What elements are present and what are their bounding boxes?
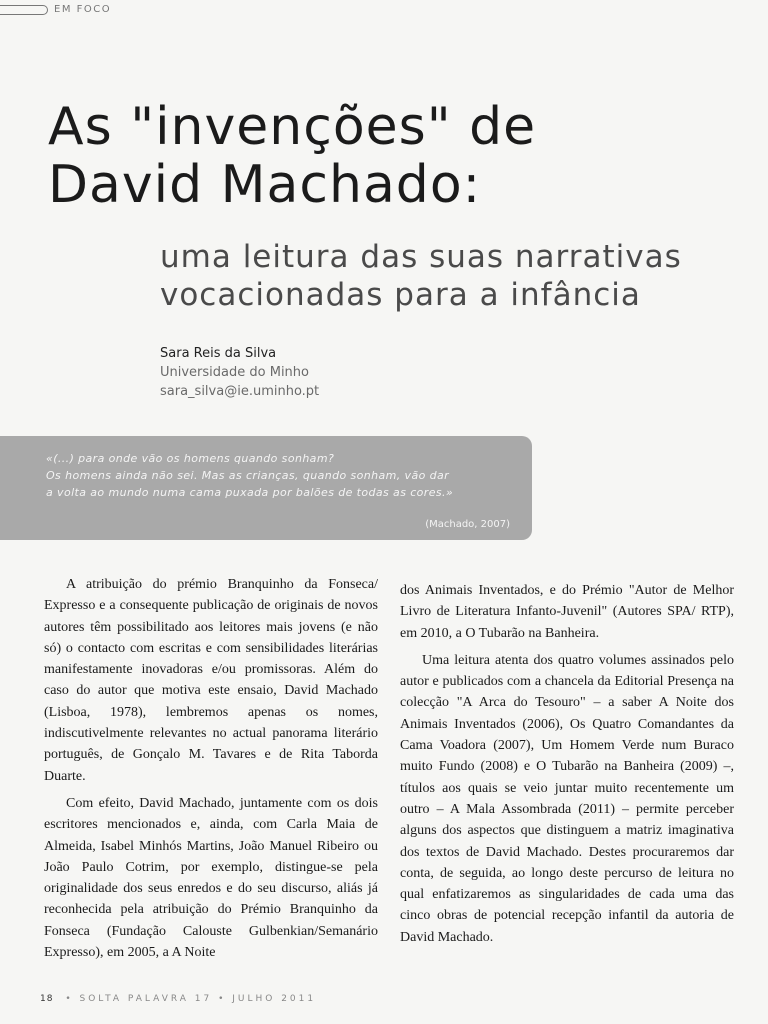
article-subtitle-line-1: uma leitura das suas narrativas [160, 239, 682, 275]
epigraph-citation: (Machado, 2007) [425, 519, 510, 530]
page-number: 18 [40, 994, 54, 1004]
body-paragraph: A atribuição do prémio Branquinho da Fonseca/ Expresso e a consequente publicação de originais de novos autores têm possibilitado aos leitores mais jovens (e não só) o contacto com escritas e com sensibilidades literárias manifestamente inovadoras e/ou promissoras. Além do caso do autor que motiva este ensaio, David Machado (Lisboa, 1978), lembremos apenas os nomes, indiscutivelmente relevantes no actual panorama literário português, de Gonçalo M. Tavares e de Rita Taborda Duarte. [44, 577, 378, 784]
author-email: sara_silva@ie.uminho.pt [160, 384, 320, 399]
footer-publication: • SOLTA PALAVRA 17 • JULHO 2011 [65, 994, 317, 1004]
body-paragraph: dos Animais Inventados, e do Prémio "Autor de Melhor Livro de Literatura Infanto-Juvenil" (Autores SPA/ RTP), em 2010, a O Tubarão na Banheira. [400, 583, 734, 641]
author-institution: Universidade do Minho [160, 365, 309, 380]
body-paragraph: Com efeito, David Machado, juntamente com os dois escritores mencionados e, ainda, com Carla Maia de Almeida, Isabel Minhós Martins, João Manuel Ribeiro ou João Paulo Cotrim, por exemplo, distingue-se pela originalidade dos seus enredos e do seu discurso, aliás já reconhecida pela atribuição do Prémio Branquinho da Fonseca (Fundação Calouste Gulbenkian/Semanário Expresso), em 2005, a A Noite [44, 795, 378, 961]
article-subtitle [160, 238, 760, 314]
article-subtitle-line-2: vocacionadas para a infância [160, 277, 641, 313]
author-name: Sara Reis da Silva [160, 346, 277, 361]
article-title [48, 98, 728, 214]
body-paragraph: Uma leitura atenta dos quatro volumes assinados pelo autor e publicados com a chancela da Editorial Presença na colecção "A Arca do Tesouro" – a saber A Noite dos Animais Inventados (2006), Os Quatro Comandantes da Cama Voadora (2007), Um Homem Verde num Buraco muito Fundo (2008) e O Tubarão na Banheira (2009) –, títulos aos quais se veio juntar muito recentemente um outro – A Mala Assombrada (2011) – permite perceber alguns dos aspectos que distinguem a matriz imaginativa dos textos de David Machado. Destes procuraremos dar conta, de seguida, ao longo deste percurso de leitura no qual enfatizaremos as singularidades de cada uma das cinco obras de potencial recepção infantil da autoria de David Machado. [400, 652, 734, 945]
epigraph-line: a volta ao mundo numa cama puxada por balões de todas as cores.» [46, 486, 454, 499]
author-block [160, 344, 319, 401]
epigraph-box [0, 436, 532, 540]
body-column-left [44, 574, 378, 963]
epigraph-line: «(...) para onde vão os homens quando sonham? [46, 452, 335, 465]
section-tag [0, 4, 111, 15]
page-footer [40, 994, 316, 1004]
article-title-line-2: David Machado: [48, 155, 482, 215]
article-title-line-1: As "invenções" de [48, 97, 537, 157]
section-tag-rule [0, 5, 48, 15]
section-tag-label: EM FOCO [54, 4, 112, 15]
body-column-right [400, 580, 734, 948]
epigraph-line: Os homens ainda não sei. Mas as crianças, quando sonham, vão dar [46, 469, 450, 482]
